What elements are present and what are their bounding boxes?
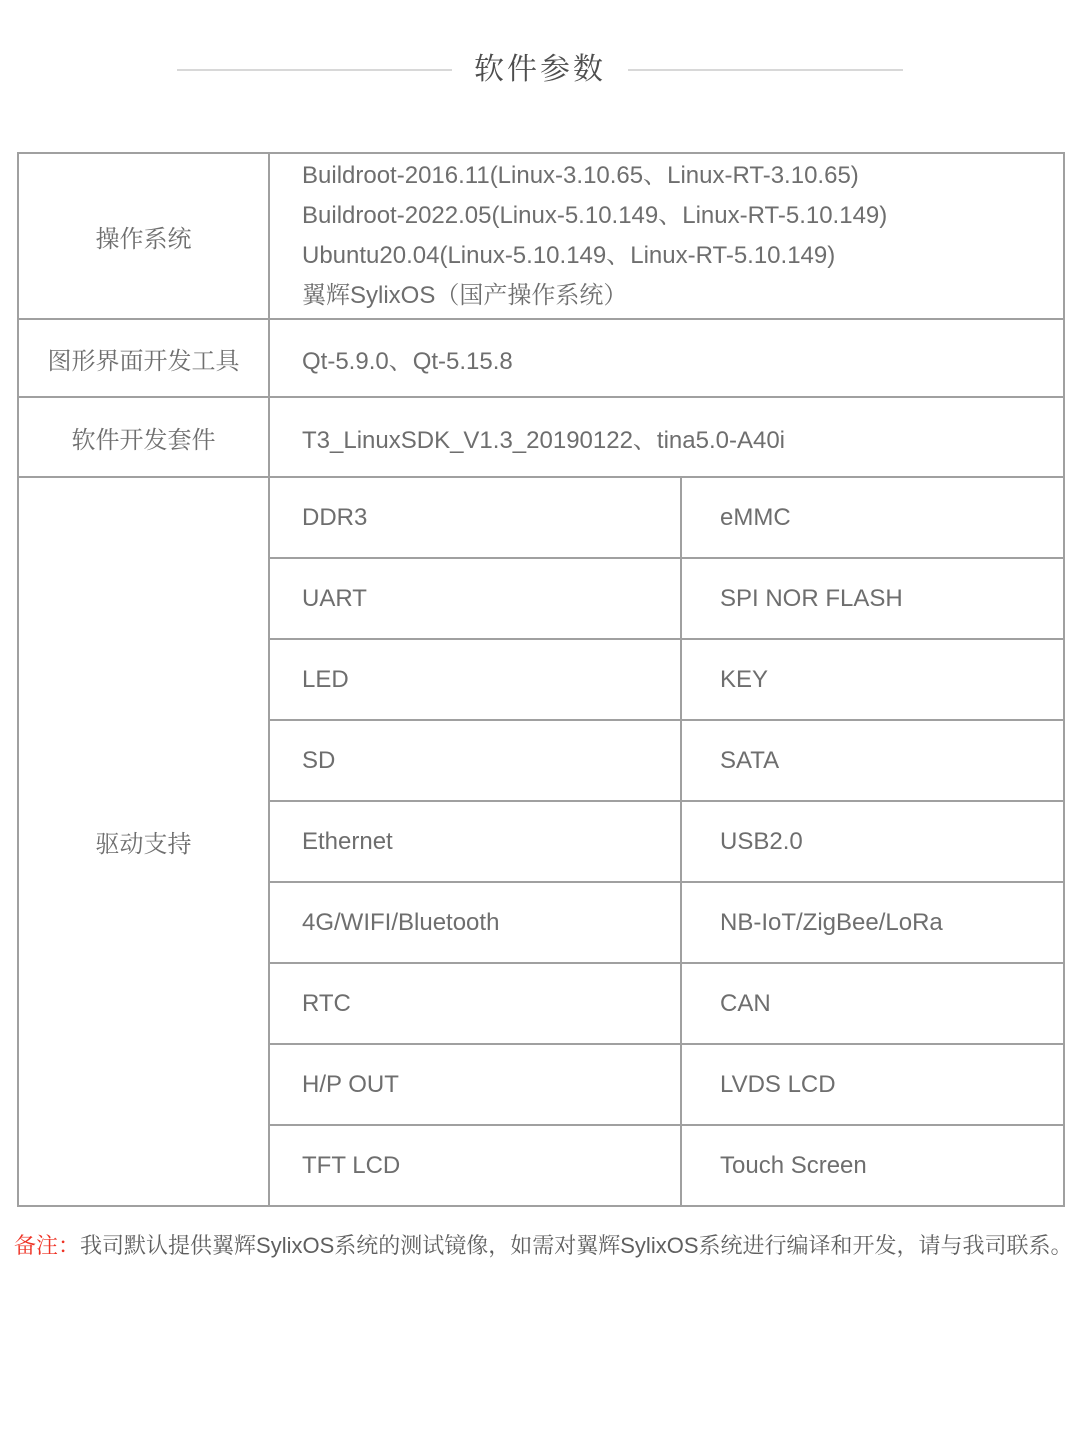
header-rule-right bbox=[628, 69, 903, 71]
spec-label-os: 操作系统 bbox=[18, 153, 269, 319]
section-header bbox=[177, 52, 903, 88]
os-line: 翼辉SylixOS（国产操作系统） bbox=[302, 282, 628, 309]
spec-value-os bbox=[269, 153, 1064, 319]
software-spec-table bbox=[17, 152, 1065, 1207]
os-line: Buildroot-2022.05(Linux-5.10.149、Linux-RT-5.10.149) bbox=[302, 202, 888, 229]
driver-cell: KEY bbox=[681, 639, 1064, 720]
driver-cell: LVDS LCD bbox=[681, 1044, 1064, 1125]
spec-value-sdk: T3_LinuxSDK_V1.3_20190122、tina5.0-A40i bbox=[269, 397, 1064, 477]
table-row bbox=[18, 477, 1064, 558]
driver-cell: Touch Screen bbox=[681, 1125, 1064, 1206]
header-rule-left bbox=[177, 69, 452, 71]
driver-cell: Ethernet bbox=[269, 801, 681, 882]
driver-cell: SPI NOR FLASH bbox=[681, 558, 1064, 639]
os-line: Ubuntu20.04(Linux-5.10.149、Linux-RT-5.10.149) bbox=[302, 242, 836, 269]
spec-label-sdk: 软件开发套件 bbox=[18, 397, 269, 477]
table-row bbox=[18, 319, 1064, 397]
driver-cell: USB2.0 bbox=[681, 801, 1064, 882]
footer-note bbox=[14, 1231, 1073, 1261]
spec-value-gui-tools: Qt-5.9.0、Qt-5.15.8 bbox=[269, 319, 1064, 397]
spec-label-gui-tools: 图形界面开发工具 bbox=[18, 319, 269, 397]
page-title: 软件参数 bbox=[474, 53, 606, 86]
note-text: 我司默认提供翼辉SylixOS系统的测试镜像，如需对翼辉SylixOS系统进行编译和开发，请与我司联系。 bbox=[80, 1233, 1073, 1258]
table-row bbox=[18, 153, 1064, 319]
driver-cell: TFT LCD bbox=[269, 1125, 681, 1206]
note-prefix: 备注： bbox=[14, 1233, 81, 1258]
os-line: Buildroot-2016.11(Linux-3.10.65、Linux-RT-3.10.65) bbox=[302, 162, 859, 189]
driver-cell: NB-IoT/ZigBee/LoRa bbox=[681, 882, 1064, 963]
driver-cell: 4G/WIFI/Bluetooth bbox=[269, 882, 681, 963]
driver-cell: SD bbox=[269, 720, 681, 801]
table-row bbox=[18, 397, 1064, 477]
driver-cell: H/P OUT bbox=[269, 1044, 681, 1125]
spec-label-driver-support: 驱动支持 bbox=[18, 477, 269, 1206]
driver-cell: UART bbox=[269, 558, 681, 639]
driver-cell: LED bbox=[269, 639, 681, 720]
driver-cell: DDR3 bbox=[269, 477, 681, 558]
driver-cell: SATA bbox=[681, 720, 1064, 801]
driver-cell: RTC bbox=[269, 963, 681, 1044]
driver-cell: eMMC bbox=[681, 477, 1064, 558]
driver-cell: CAN bbox=[681, 963, 1064, 1044]
